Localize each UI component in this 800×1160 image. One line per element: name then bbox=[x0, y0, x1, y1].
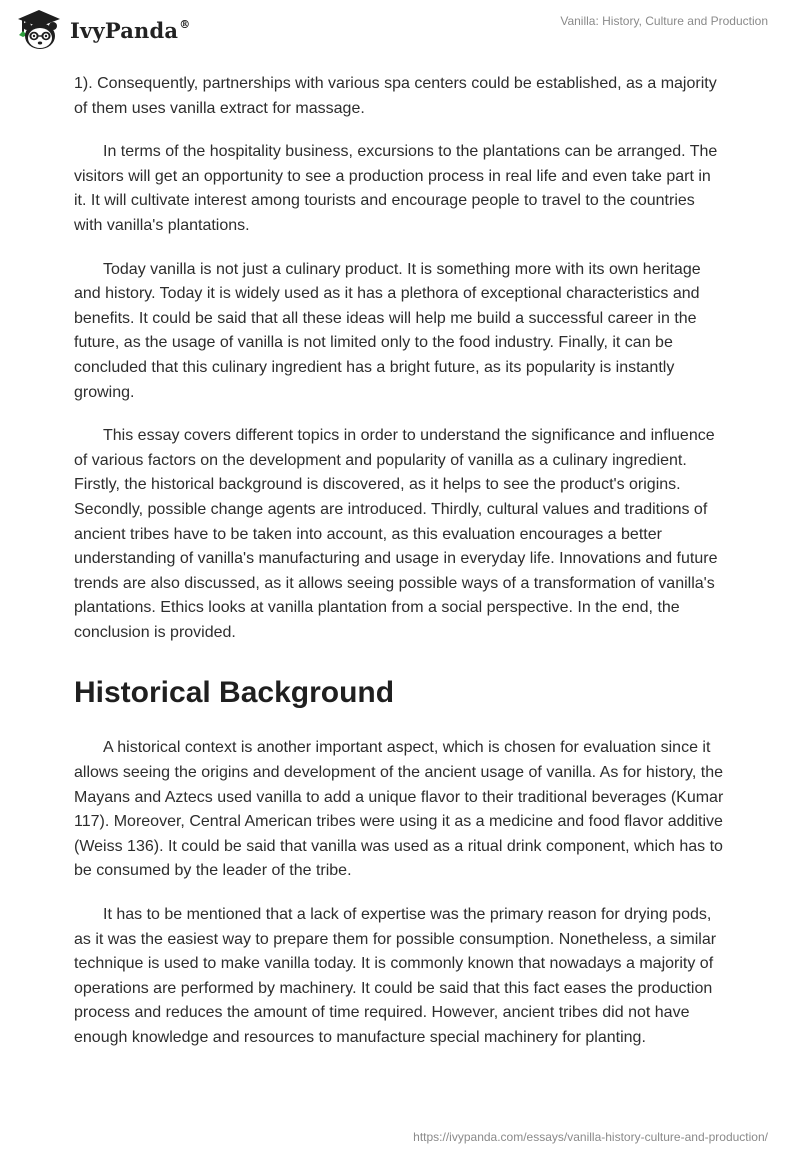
ivypanda-logo[interactable] bbox=[14, 8, 190, 52]
section-heading: Historical Background bbox=[74, 676, 395, 710]
paragraph: It has to be mentioned that a lack of expertise was the primary reason for drying pods, as it was the easiest way to prepare them for possible consumption. Nonetheless, a similar technique is used to make vanilla today. It is commonly known that nowadays a majority of operations are performed by machinery. It could be said that this fact eases the production process and reduces the amount of time required. However, ancient tribes did not have enough knowledge and resources to manufacture special machinery for planting. bbox=[74, 906, 717, 1046]
paragraph: 1). Consequently, partnerships with various spa centers could be established, as a majority of them uses vanilla extract for massage. bbox=[74, 75, 717, 117]
page-header bbox=[0, 0, 800, 72]
paragraph: A historical context is another important aspect, which is chosen for evaluation since it allows seeing the origins and development of the ancient usage of vanilla. As for history, the Mayans and Aztecs used vanilla to add a unique flavor to their traditional beverages (Kumar 117). Moreover, Central American tribes were using it as a medicine and food flavor additive (Weiss 136). It could be said that vanilla was used as a ritual drink component, which has to be consumed by the leader of the tribe. bbox=[74, 739, 724, 880]
paragraph: This essay covers different topics in order to understand the significance and influence of various factors on the development and popularity of vanilla as a culinary ingredient. Firstly, the historical background is discovered, as it helps to see the product's origins. Secondly, possible change agents are introduced. Thirdly, cultural values and traditions of ancient tribes have to be taken into account, as this evaluation encourages a better understanding of vanilla's manufacturing and usage in everyday life. Innovations and future trends are also discussed, as it allows seeing possible ways of a transformation of vanilla's plantations. Ethics looks at vanilla plantation from a social perspective. In the end, the conclusion is provided. bbox=[74, 427, 718, 641]
paragraph: Today vanilla is not just a culinary product. It is something more with its own heritage and history. Today it is widely used as it has a plethora of exceptional characteristics and benefits. It could be said that all these ideas will help me build a successful career in the future, as the usage of vanilla is not limited only to the food industry. Finally, it can be concluded that this culinary ingredient has a bright future, as its popularity is instantly growing. bbox=[74, 260, 701, 401]
document-title: Vanilla: History, Culture and Production bbox=[560, 14, 768, 28]
brand-name: IvyPanda® bbox=[70, 17, 191, 43]
panda-graduate-icon bbox=[14, 8, 64, 52]
paragraph: In terms of the hospitality business, excursions to the plantations can be arranged. The visitors will get an opportunity to see a production process in real life and even take part in it. It will cultivate interest among tourists and encourage people to travel to the countries with vanilla's plantations. bbox=[74, 143, 718, 234]
source-url[interactable]: https://ivypanda.com/essays/vanilla-history-culture-and-production/ bbox=[413, 1130, 768, 1144]
essay-content bbox=[74, 72, 724, 1070]
